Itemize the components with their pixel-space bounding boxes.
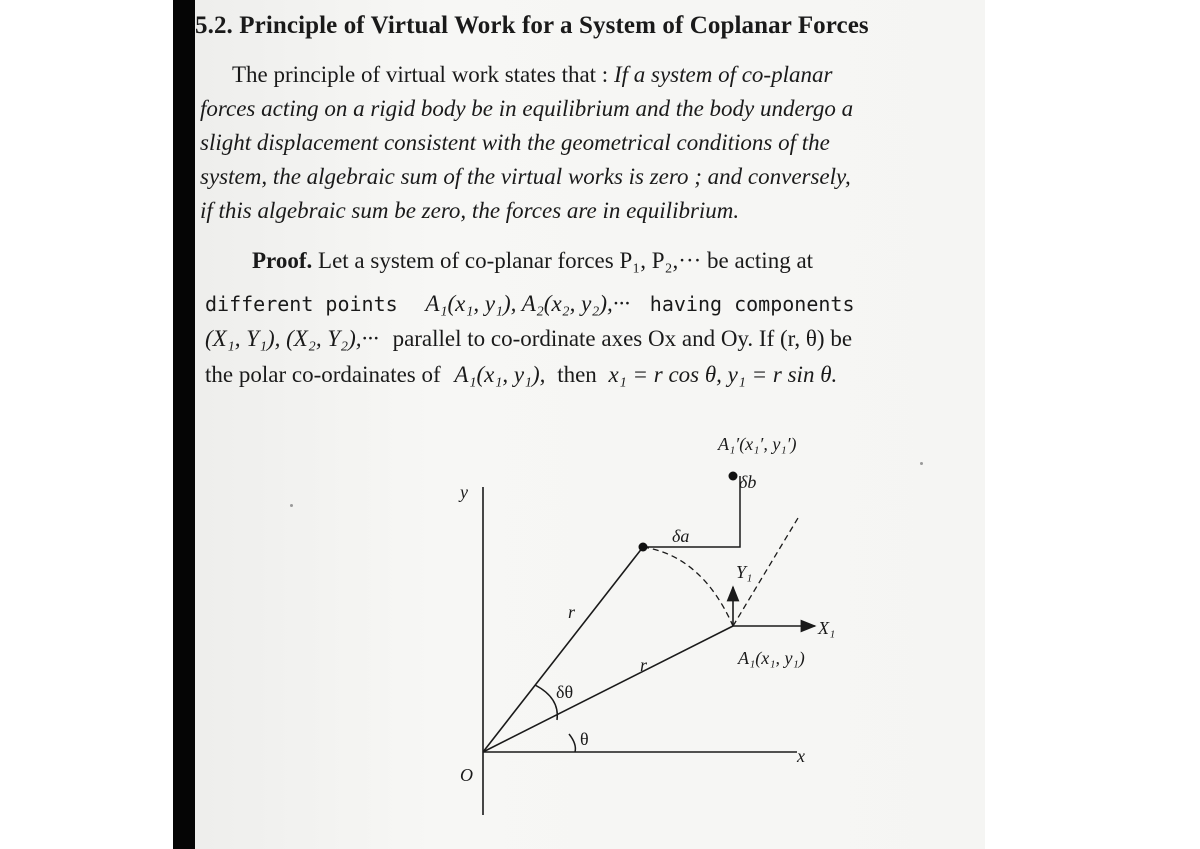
- statement-line-3: slight displacement consistent with the geometrical conditions of the: [200, 130, 830, 155]
- proof-line-3-text: parallel to co-ordinate axes Ox and Oy. If (r, θ) be: [392, 326, 853, 351]
- label-origin: O: [460, 765, 473, 785]
- statement-line-5: if this algebraic sum be zero, the forces are in equilibrium.: [200, 198, 740, 223]
- proof-line-2: [205, 291, 855, 317]
- displacement-path-delta-b: [643, 476, 740, 547]
- radius-to-displaced-point: [483, 547, 643, 752]
- scan-speck: [290, 504, 293, 507]
- displacement-arc-delta-a: [643, 547, 733, 626]
- left-margin: [0, 0, 173, 849]
- proof-line-4-relations: x₁ = r cos θ, y₁ = r sin θ.: [608, 362, 838, 387]
- label-X1: X₁: [818, 618, 836, 638]
- proof-label: Proof.: [252, 248, 313, 273]
- proof-line-1: [252, 248, 813, 274]
- proof-line-2-points: A₁(x₁, y₁), A₂(x₂, y₂),···: [425, 291, 631, 316]
- label-a1-prime: A₁′(x₁′, y₁′): [718, 434, 797, 454]
- label-delta-b: δb: [739, 472, 757, 492]
- page-binding-shadow: [173, 0, 195, 849]
- section-heading: 5.2. Principle of Virtual Work for a System of Coplanar Forces: [195, 12, 869, 39]
- label-r-upper: r: [568, 602, 576, 622]
- radius-to-point-a1: [483, 626, 733, 752]
- proof-line-3-components: (X₁, Y₁), (X₂, Y₂),···: [205, 326, 379, 351]
- label-delta-theta: δθ: [556, 682, 574, 702]
- proof-line-1-text: Let a system of co-planar forces P₁, P₂,··· be acting at: [318, 248, 814, 273]
- proof-line-4-a: the polar co-ordainates of: [205, 362, 441, 387]
- label-x-axis: x: [797, 746, 805, 766]
- proof-line-2-c: having components: [649, 292, 855, 316]
- virtual-displacement-figure: [440, 430, 860, 820]
- statement-line-1: [232, 62, 832, 88]
- label-Y1: Y₁: [736, 562, 753, 582]
- label-delta-a: δa: [672, 526, 690, 546]
- proof-line-4: [205, 362, 837, 388]
- proof-line-2-a: different points: [205, 292, 398, 316]
- label-theta: θ: [580, 729, 589, 749]
- statement-line-2: forces acting on a rigid body be in equilibrium and the body undergo a: [200, 96, 854, 121]
- delta-theta-angle-arc: [535, 685, 557, 720]
- statement-line-1-italic: If a system of co-planar: [613, 62, 833, 87]
- label-r-lower: r: [640, 655, 648, 675]
- theta-angle-arc: [569, 734, 575, 752]
- label-A1: A₁(x₁, y₁): [738, 648, 805, 668]
- proof-line-4-point: A₁(x₁, y₁),: [454, 362, 546, 387]
- proof-line-3: [205, 326, 852, 352]
- scan-speck: [920, 462, 923, 465]
- statement-intro: The principle of virtual work states that :: [232, 62, 609, 87]
- statement-line-4: system, the algebraic sum of the virtual works is zero ; and conversely,: [200, 164, 851, 189]
- displaced-point-dot: [639, 543, 648, 552]
- proof-line-4-then: then: [557, 362, 597, 387]
- point-a1-prime-dot: [729, 472, 738, 481]
- label-y-axis: y: [460, 482, 468, 502]
- right-margin: [985, 0, 1200, 849]
